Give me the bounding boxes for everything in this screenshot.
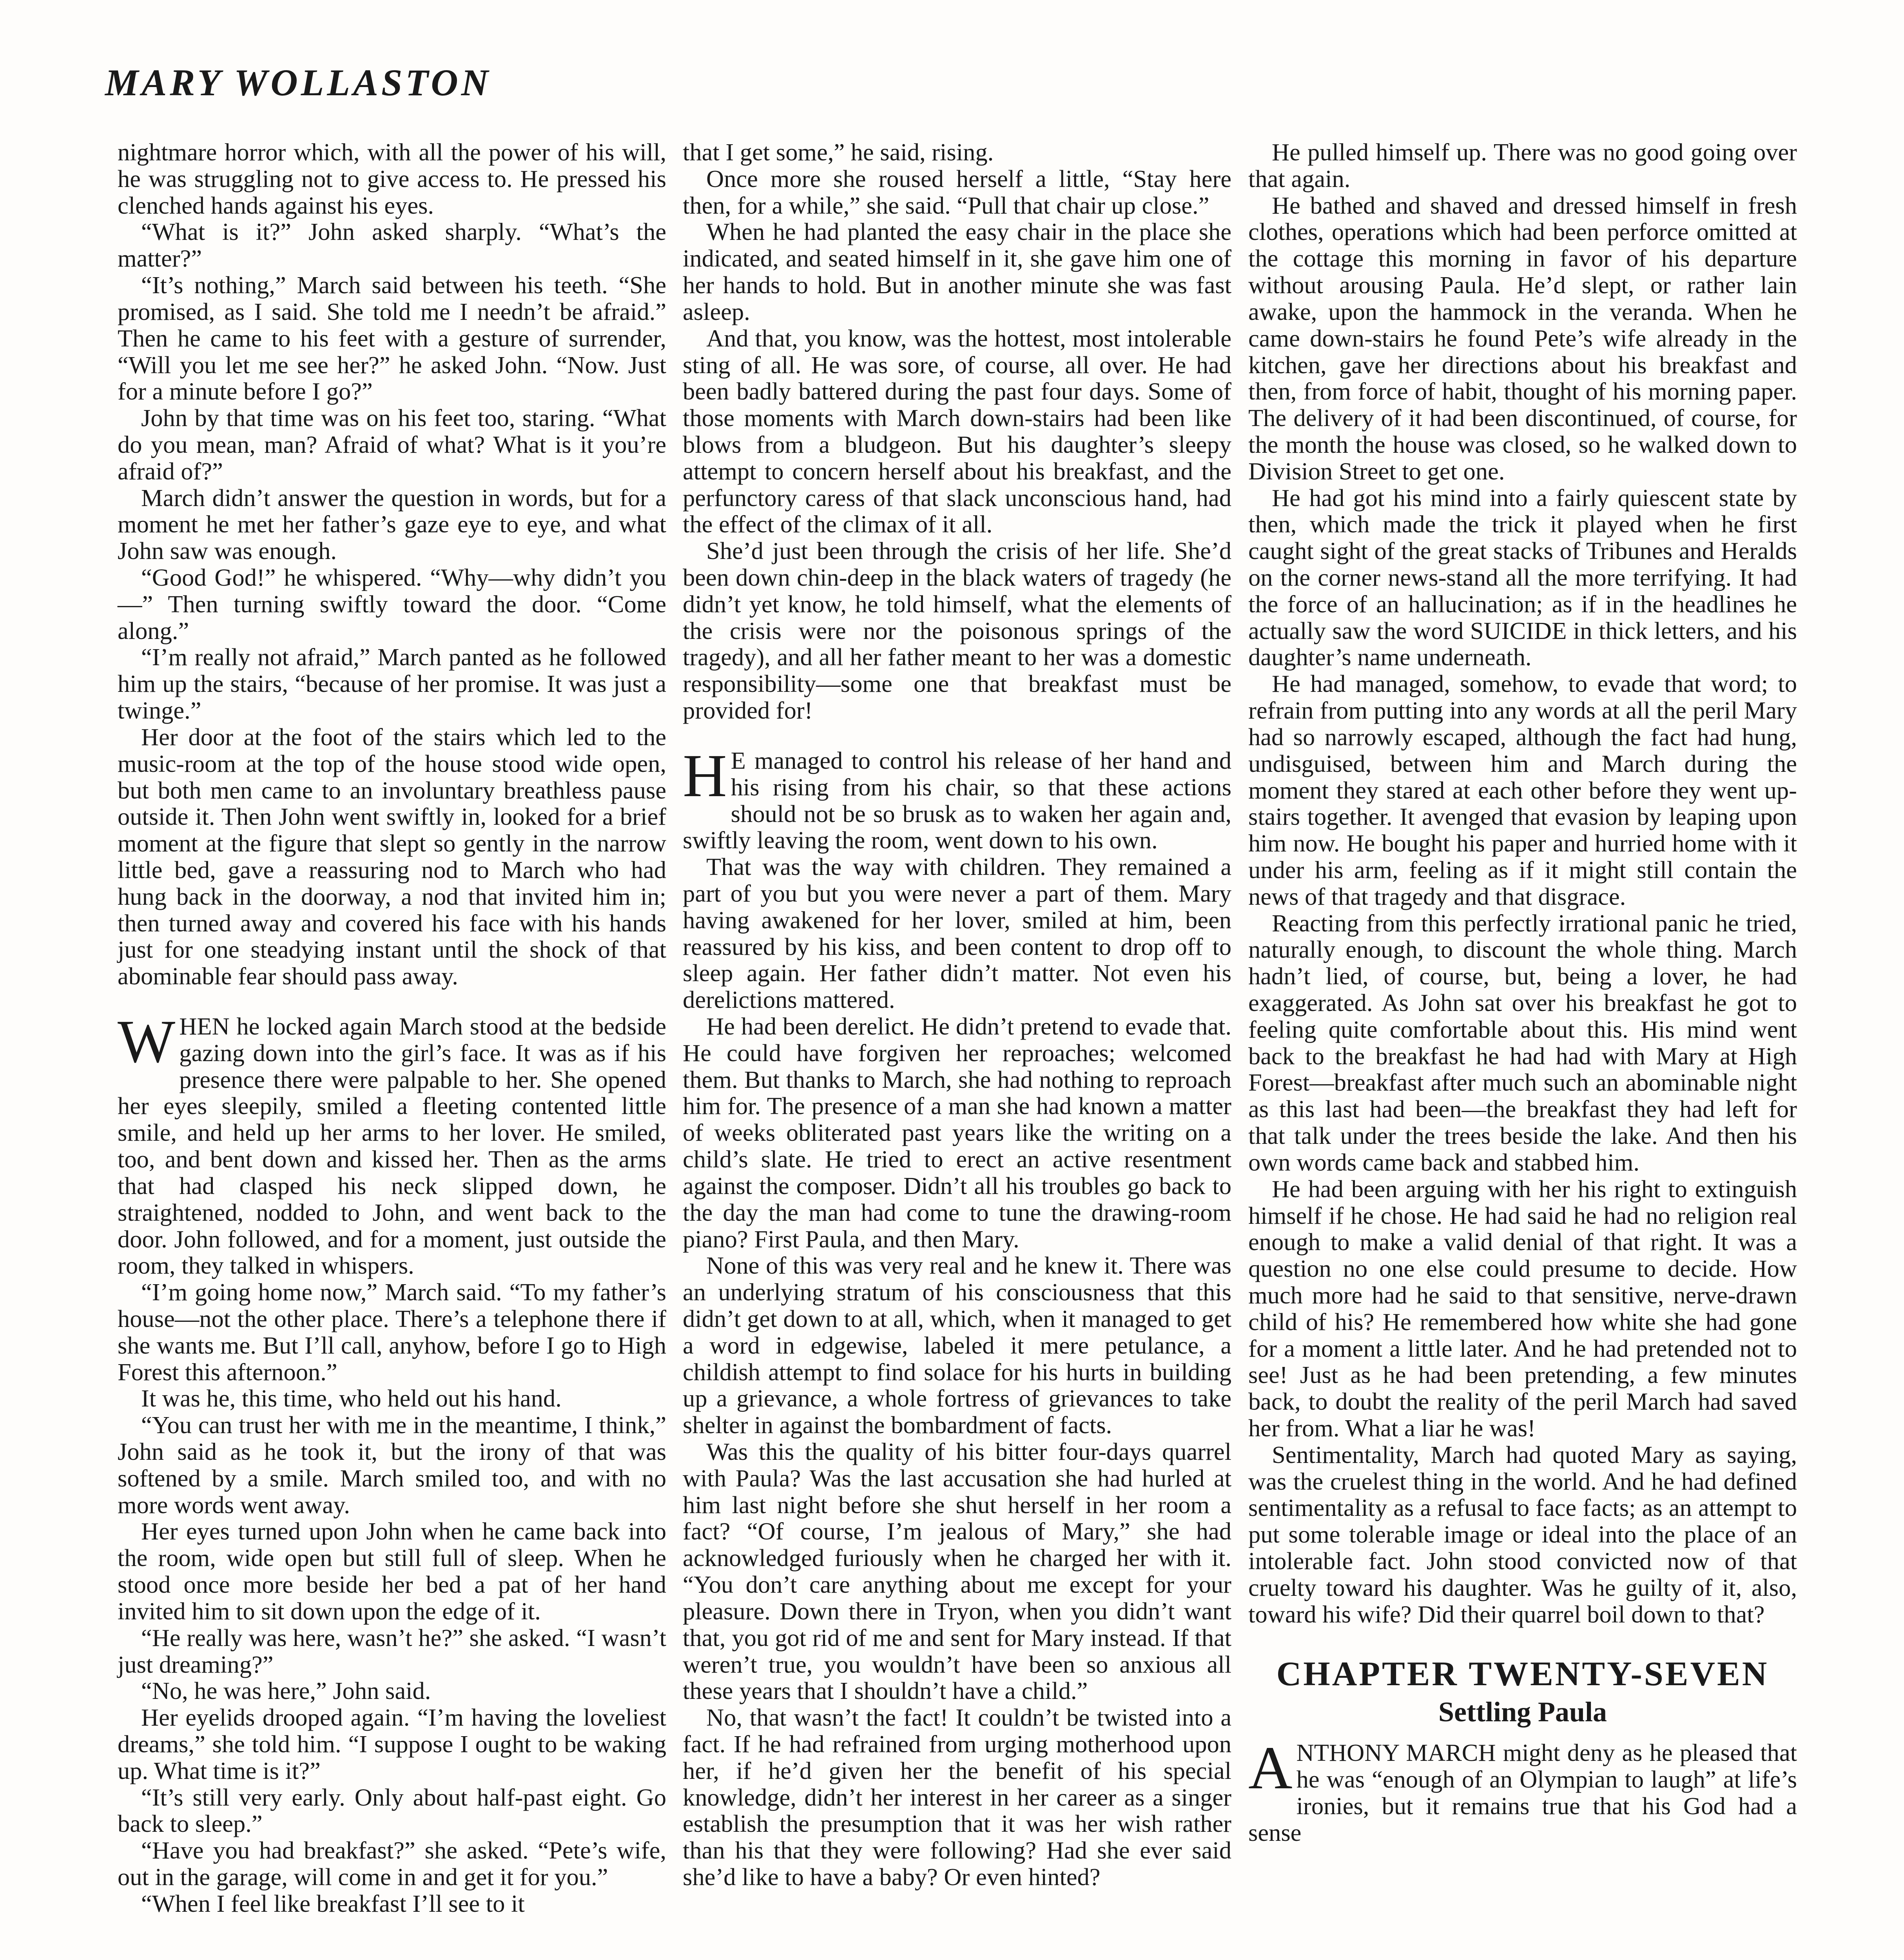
paragraph: “I’m really not afraid,” March panted as he followed him up the stairs, “because of her promise. It was just a twinge.”: [118, 643, 666, 724]
paragraph: It was he, this time, who held out his hand.: [141, 1385, 562, 1412]
paragraph-text: HEN he locked again March stood at the bedside gazing down into the girl’s face. It was as if his presence there were palpable to her. She opened her eyes sleepily, smiled a fleeting contented little smile, and held up her arms to her lover. He smiled, too, and bent down and kissed her. Then as the arms that had clasped his neck slipped down, he straightened, nodded to John, and went back to the door. John followed, and for a moment, just outside the room, they talked in whispers.: [118, 1013, 666, 1279]
paragraph: That was the way with children. They remained a part of you but you were never a part of them. Mary having awakened for her lover, smiled at him, been reassured by his kiss, and been content to drop off to sleep again. Her father didn’t matter. Not even his derelictions mattered.: [683, 853, 1231, 1014]
paragraph: John by that time was on his feet too, staring. “What do you mean, man? Afraid of what? What is it you’re afraid of?”: [118, 404, 666, 485]
paragraph: Her eyes turned upon John when he came back into the room, wide open but still full of sleep. When he stood once more beside her bed a pat of her hand invited him to sit down upon the edge of it.: [118, 1517, 666, 1625]
paragraph: And that, you know, was the hottest, most intolerable sting of all. He was sore, of course, all over. He had been badly battered during the past four days. Some of those moments with March down-stairs had been like blows from a bludgeon. But his daughter’s sleepy attempt to concern herself about his breakfast, and the perfunctory caress of that slack unconscious hand, had the effect of the climax of it all.: [683, 324, 1231, 538]
chapter-title: Settling Paula: [1438, 1696, 1607, 1728]
paragraph: None of this was very real and he knew it. There was an underlying stratum of his consciousness that this didn’t get down to at all, which, when it managed to get a word in edgewise, labeled it mere petulance, a childish attempt to find solace for his hurts in building up a grievance, a whole fortress of grievances to take shelter in against the bombardment of facts.: [683, 1252, 1231, 1439]
drop-cap: A: [1248, 1734, 1293, 1802]
paragraph: Reacting from this perfectly irrational panic he tried, naturally enough, to discount the whole thing. March hadn’t lied, of course, but, being a lover, he had exaggerated. As John sat over his breakfast he got to feeling quite comfortable about this. His mind went back to the breakfast he had had with Mary at High Forest—breakfast after much such an abominable night as this last had been—the breakfast they had left for that talk under the trees beside the lake. And then his own words came back and stabbed him.: [1248, 909, 1797, 1176]
paragraph: He pulled himself up. There was no good going over that again.: [1248, 138, 1797, 192]
chapter-heading: CHAPTER TWENTY-SEVEN: [1276, 1655, 1769, 1693]
paragraph-text: E managed to control his release of her hand and his rising from his chair, so that these actions should not be so brusk as to waken her again and, swiftly leaving the room, went down to his own.: [683, 746, 1231, 854]
paragraph: March didn’t answer the question in words, but for a moment he met her father’s gaze eye to eye, and what John saw was enough.: [118, 484, 666, 565]
paragraph: Her eyelids drooped again. “I’m having the loveliest dreams,” she told him. “I suppose I ought to be waking up. What time is it?”: [118, 1704, 666, 1784]
drop-cap: W: [118, 1007, 176, 1075]
paragraph: nightmare horror which, with all the power of his will, he was struggling not to give access to. He pressed his clenched hands against his eyes.: [118, 138, 666, 219]
paragraph: Once more she roused herself a little, “Stay here then, for a while,” she said. “Pull that chair up close.”: [683, 165, 1231, 219]
paragraph: He had been derelict. He didn’t pretend to evade that. He could have forgiven her reproaches; welcomed them. But thanks to March, she had nothing to reproach him for. The presence of a man she had known a matter of weeks obliterated past years like the writing on a child’s slate. He tried to erect an active resentment against the composer. Didn’t all his troubles go back to the day the man had come to tune the drawing-room piano? First Paula, and then Mary.: [683, 1013, 1231, 1253]
paragraph: Her door at the foot of the stairs which led to the music-room at the top of the house stood wide open, but both men came to an involuntary breathless pause outside it. Then John went swiftly in, looked for a brief moment at the figure that slept so gently in the narrow little bed, gave a reassuring nod to March who had hung back in the doorway, a nod that invited him in; then turned away and covered his face with his hands just for one steadying instant until the shock of that abominable fear should pass away.: [118, 723, 666, 990]
paragraph: “Have you had breakfast?” she asked. “Pete’s wife, out in the garage, will come in and get it for you.”: [118, 1837, 666, 1891]
paragraph: Was this the quality of his bitter four-days quarrel with Paula? Was the last accusation she had hurled at him last night before she shut herself in her room a fact? “Of course, I’m jealous of Mary,” she had acknowledged furiously when he charged her with it. “You don’t care anything about me except for your pleasure. Down there in Tryon, when you didn’t want that, you got rid of me and sent for Mary instead. If that weren’t true, you wouldn’t have been so anxious all these years that I shouldn’t have a child.”: [683, 1438, 1231, 1705]
paragraph: He bathed and shaved and dressed himself in fresh clothes, operations which had been perforce omitted at the cottage this morning in favor of his departure without arousing Paula. He’d slept, or rather lain awake, upon the hammock in the veranda. When he came down-stairs he found Pete’s wife already in the kitchen, gave her directions about his breakfast and then, from force of habit, thought of his morning paper. The delivery of it had been discontinued, of course, for the month the house was closed, so he walked down to Division Street to get one.: [1248, 191, 1797, 485]
column-1: [118, 139, 666, 1917]
paragraph: “He really was here, wasn’t he?” she asked. “I wasn’t just dreaming?”: [118, 1624, 666, 1678]
paragraph: “I’m going home now,” March said. “To my father’s house—not the other place. There’s a telephone there if she wants me. But I’ll call, anyhow, before I go to High Forest this afternoon.”: [118, 1278, 666, 1386]
paragraph: She’d just been through the crisis of her life. She’d been down chin-deep in the black waters of tragedy (he didn’t yet know, he told himself, what the elements of the crisis were nor the poisonous springs of the tragedy), and all her father meant to her was a domestic responsibility—some one that breakfast must be provided for!: [683, 537, 1231, 724]
paragraph: When he had planted the easy chair in the place she indicated, and seated himself in it, she gave him one of her hands to hold. But in another minute she was fast asleep.: [683, 218, 1231, 325]
chapter-opening: [1248, 1734, 1797, 1846]
paragraph: “When I feel like breakfast I’ll see to it: [141, 1889, 525, 1917]
paragraph: “No, he was here,” John said.: [141, 1677, 431, 1705]
paragraph: He had managed, somehow, to evade that word; to refrain from putting into any words at all the peril Mary had so narrowly escaped, although the fact had hung, undisguised, between him and March during the moment they stared at each other before they went up-stairs together. It avenged that evasion by leaping upon him now. He bought his paper and hurried home with it under his arm, feeling as if it might still contain the news of that tragedy and that disgrace.: [1248, 670, 1797, 910]
paragraph: No, that wasn’t the fact! It couldn’t be twisted into a fact. If he had refrained from urging motherhood upon her, if he’d given her the benefit of his special knowledge, didn’t her interest in her career as a singer establish the presumption that it was her wish rather than his that they were following? Had she ever said she’d like to have a baby? Or even hinted?: [683, 1704, 1231, 1891]
paragraph: He had got his mind into a fairly quiescent state by then, which made the trick it played when he first caught sight of the great stacks of Tribunes and Heralds on the corner news-stand all the more terrifying. It had the force of an hallucination; as if in the headlines he actually saw the word SUICIDE in thick letters, and his daughter’s name underneath.: [1248, 484, 1797, 671]
paragraph: “What is it?” John asked sharply. “What’s the matter?”: [118, 218, 666, 272]
paragraph: He had been arguing with her his right to extinguish himself if he chose. He had said he had no religion real enough to make a valid denial of that right. It was a question no one else could presume to decide. How much more had he said to that sensitive, nerve-drawn child of his? He remembered how white she had gone for a moment a little later. And he had pretended not to see! Just as he had been pretending, a few minutes back, to doubt the reality of the peril March had saved her from. What a liar he was!: [1248, 1175, 1797, 1442]
paragraph-text: NTHONY MARCH might deny as he pleased that he was “enough of an Olympian to laugh” at life’s ironies, but it remains true that his God had a sense: [1248, 1739, 1797, 1846]
paragraph: “It’s nothing,” March said between his teeth. “She promised, as I said. She told me I needn’t be afraid.” Then he came to his feet with a gesture of surrender, “Will you let me see her?” he asked John. “Now. Just for a minute before I go?”: [118, 271, 666, 405]
paragraph: “You can trust her with me in the meantime, I think,” John said as he took it, but the irony of that was softened by a smile. March smiled too, and with no more words went away.: [118, 1411, 666, 1519]
paragraph: Sentimentality, March had quoted Mary as saying, was the cruelest thing in the world. And he had defined sentimentality as a refusal to face facts; as an attempt to put some tolerable image or ideal into the place of an intolerable fact. John stood convicted now of that cruelty toward his daughter. Was he guilty of it, also, toward his wife? Did their quarrel boil down to that?: [1248, 1441, 1797, 1628]
column-3: [1248, 139, 1797, 1846]
section-opening: [118, 1007, 666, 1279]
drop-cap: H: [683, 741, 727, 809]
running-head: MARY WOLLASTON: [105, 62, 491, 103]
paragraph: “Good God!” he whispered. “Why—why didn’t you—” Then turning swiftly toward the door. “Come along.”: [118, 564, 666, 644]
column-2: [683, 139, 1231, 1891]
paragraph: that I get some,” he said, rising.: [683, 138, 994, 166]
paragraph: “It’s still very early. Only about half-past eight. Go back to sleep.”: [118, 1783, 666, 1838]
section-opening: [683, 741, 1231, 854]
